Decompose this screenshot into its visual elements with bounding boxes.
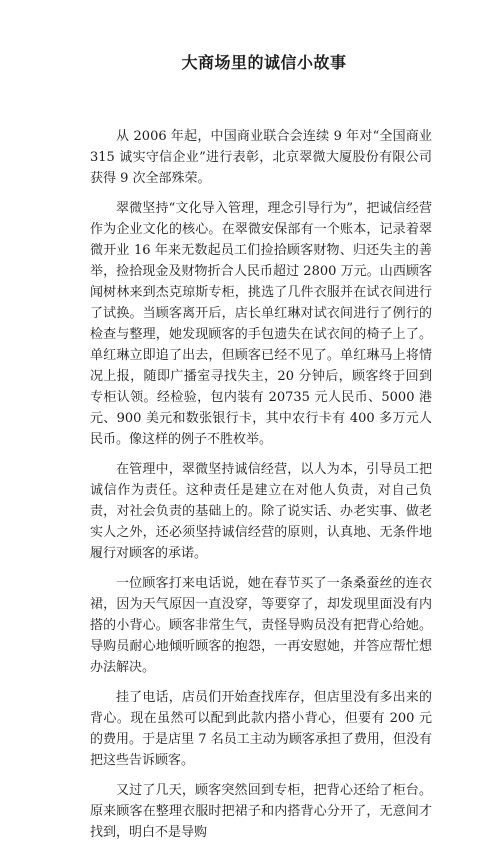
paragraph-6: 又过了几天，顾客突然回到专柜，把背心还给了柜台。原来顾客在整理衣服时把裙子和内搭背心分开了，无意间才找到，明白不是导购 <box>90 783 432 840</box>
paragraph-4: 一位顾客打来电话说，她在春节买了一条桑蚕丝的连衣裙，因为天气原因一直没穿，等要穿了，却发现里面没有内搭的小背心。顾客非常生气，责怪导购员没有把背心给她。导购员耐心地倾听顾客的抱怨，一再安慰她，并答应帮忙想办法解决。 <box>90 576 432 675</box>
page-title: 大商场里的诚信小故事 <box>181 53 347 72</box>
paragraph-3: 在管理中，翠微坚持诚信经营，以人为本，引导员工把诚信作为责任。这种责任是建立在对他人负责，对自己负责，对社会负责的基础上的。除了说实话、办老实事、做老实人之外，还必须坚持诚信经营的原则，认真地、无条件地履行对顾客的承诺。 <box>90 462 432 561</box>
paragraph-1: 从 2006 年起，中国商业联合会连续 9 年对“全国商业 315 诚实守信企业”进行表彰，北京翠微大厦股份有限公司获得 9 次全部殊荣。 <box>90 129 432 186</box>
paragraph-5: 挂了电话，店员们开始查找库存，但店里没有多出来的背心。现在虽然可以配到此款内搭小背心，但要有 200 元的费用。于是店里 7 名员工主动为顾客承担了费用，但没有把这些告诉顾客。 <box>90 690 432 768</box>
paragraph-2: 翠微坚持“文化导入管理，理念引导行为”，把诚信经营作为企业文化的核心。在翠微安保部有一个账本，记录着翠微开业 16 年来无数起员工们捡拾顾客财物、归还失主的善举，捡拾现金及财物折合人民币超过 2800 万元。山西顾客闻树林来到杰克琼斯专柜，挑选了几件衣服并在试衣间进行了试换。当顾客离开后，店长单红琳对试衣间进行了例行的检查与整理，她发现顾客的手包遗失在试衣间的椅子上了。单红琳立即追了出去，但顾客已经不见了。单红琳马上将情况上报，随即广播室寻找失主，20 分钟后，顾客终于回到专柜认领。经检验，包内装有 20735 元人民币、5000 港元、900 美元和数张银行卡，其中农行卡有 400 多万元人民币。像这样的例子不胜枚举。 <box>90 201 432 447</box>
